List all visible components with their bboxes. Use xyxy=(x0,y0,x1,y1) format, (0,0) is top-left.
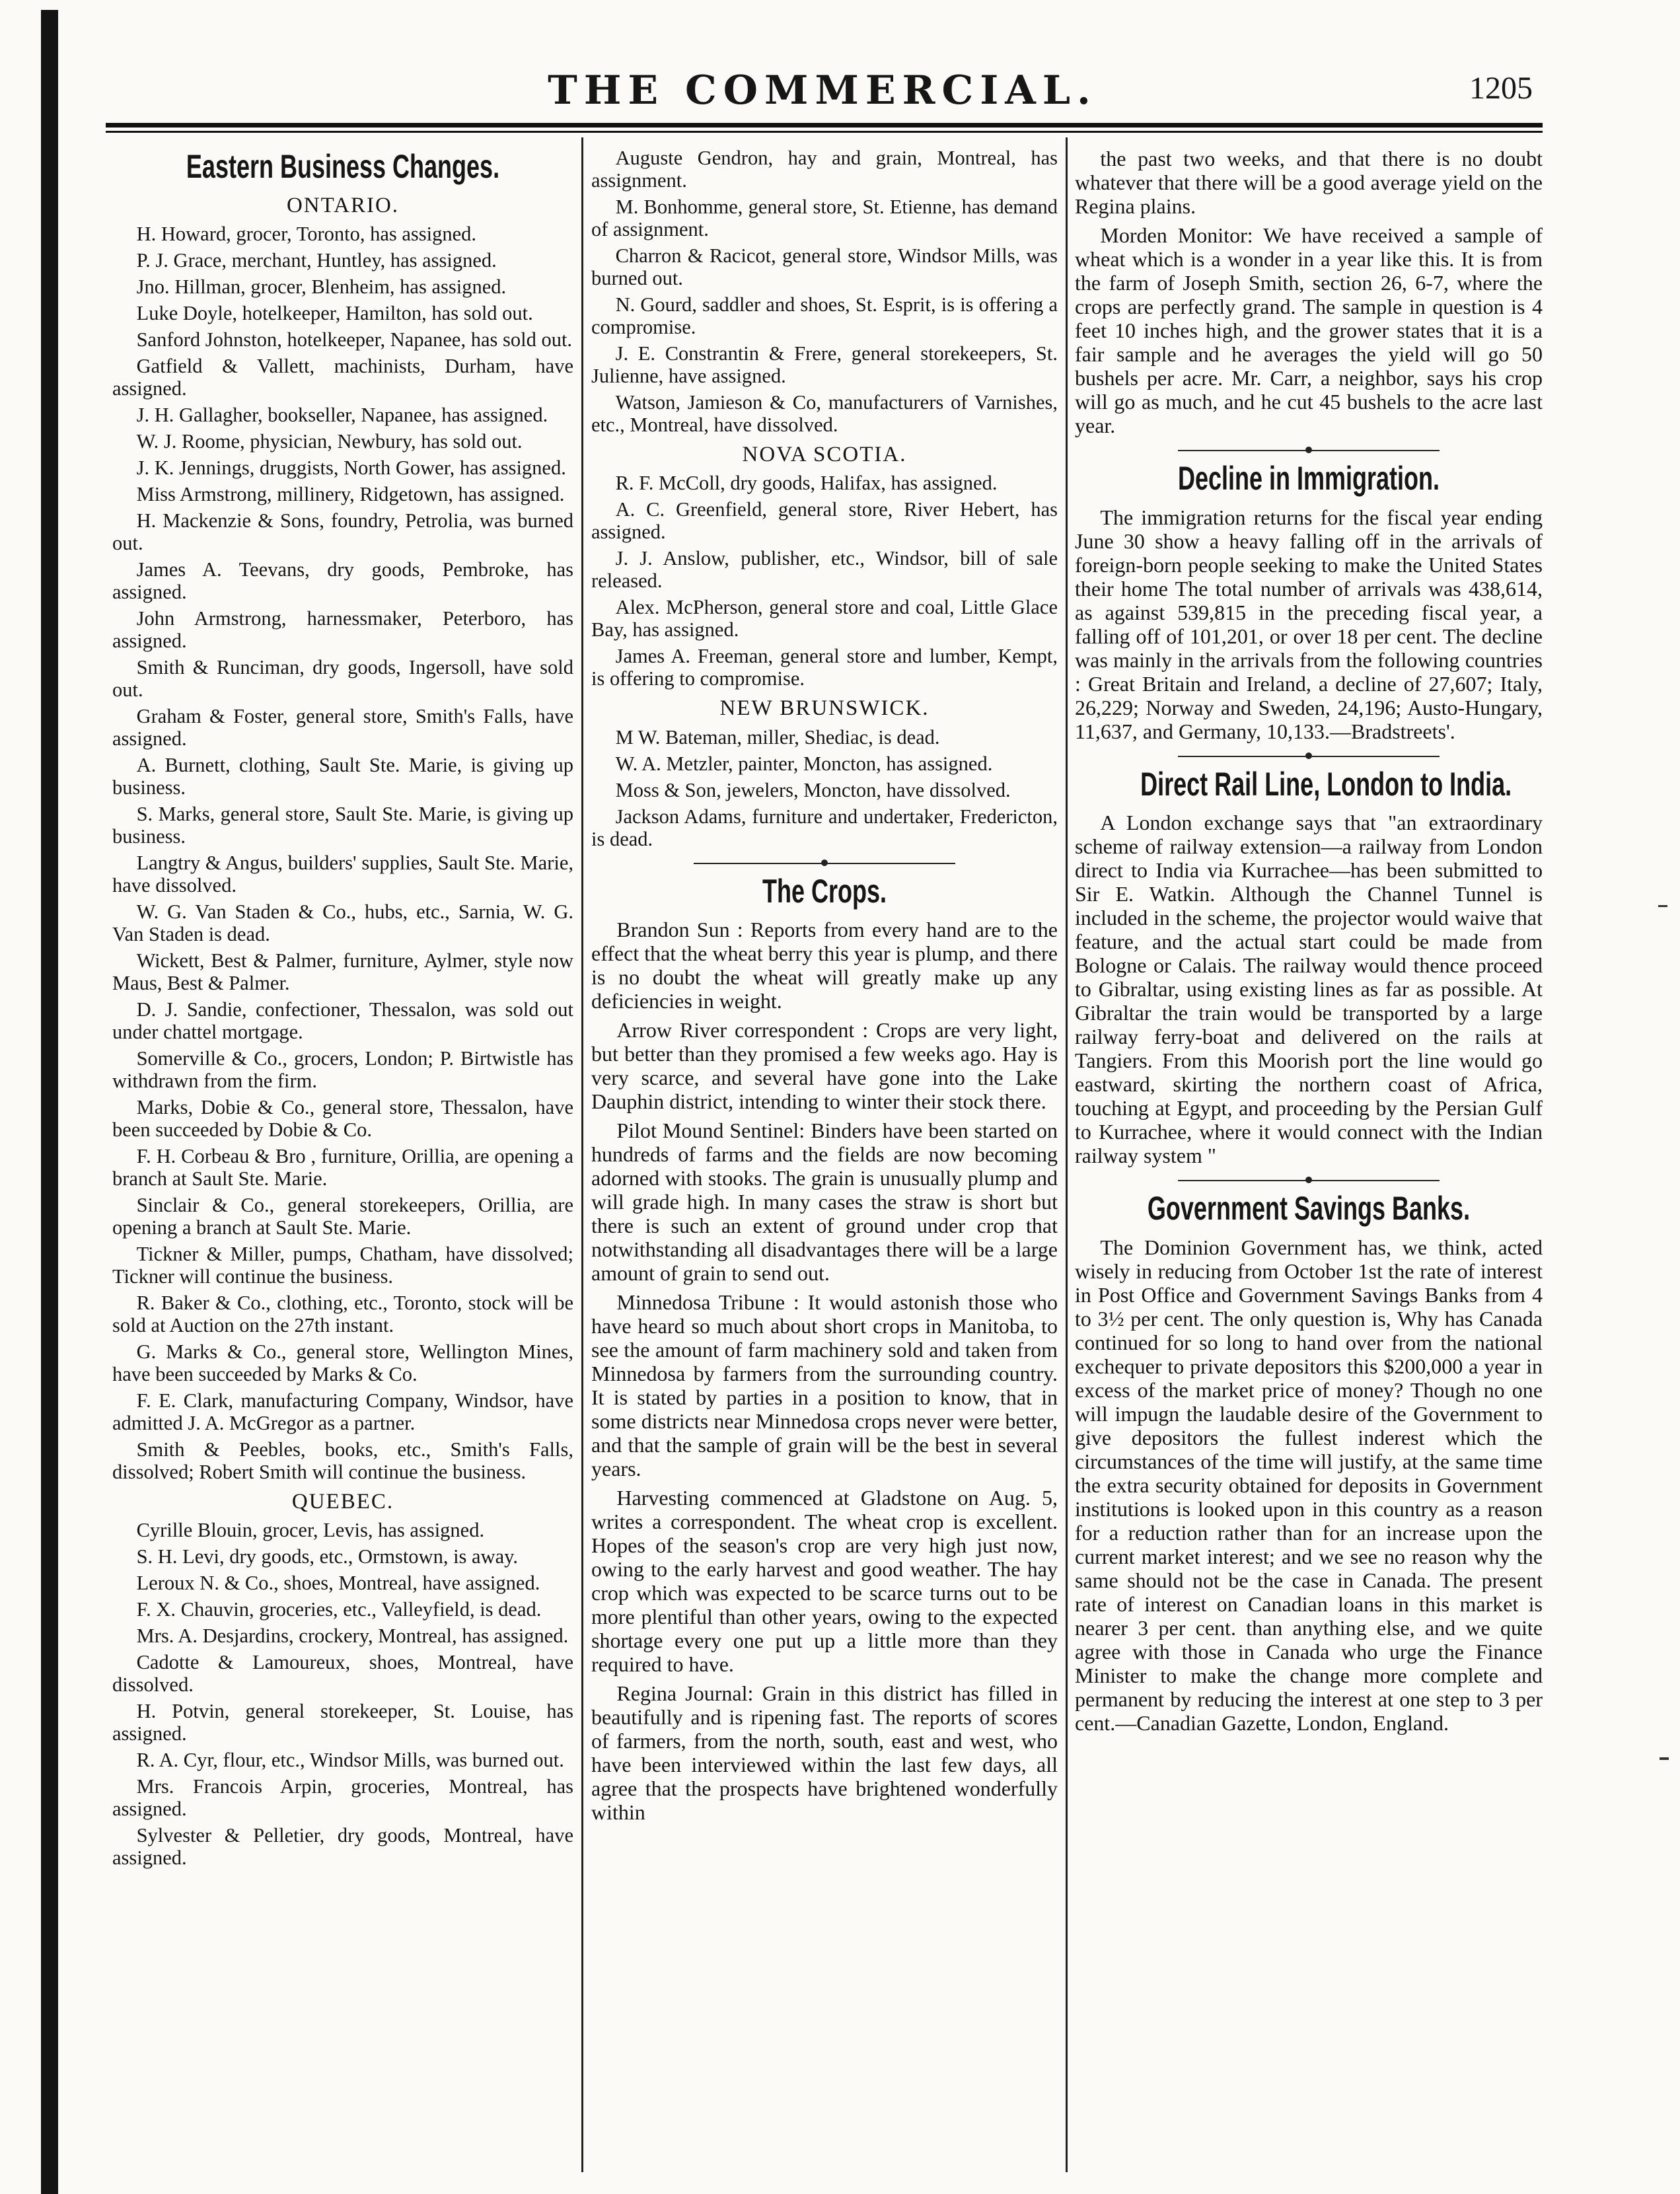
article-separator xyxy=(1075,752,1543,760)
list-item: Mrs. Francois Arpin, groceries, Montreal, has assigned. xyxy=(112,1775,573,1821)
section-heading: QUEBEC. xyxy=(291,1489,394,1514)
list-item: G. Marks & Co., general store, Wellington Mines, have been succeeded by Marks & Co. xyxy=(112,1340,573,1385)
masthead-title: THE COMMERCIAL. xyxy=(548,67,1097,114)
scan-edge-bar xyxy=(41,10,58,2194)
list-item: H. Potvin, general storekeeper, St. Louise, has assigned. xyxy=(112,1700,573,1745)
list-item: J. J. Anslow, publisher, etc., Windsor, bill of sale released. xyxy=(591,547,1058,593)
crops-article-continued xyxy=(1075,147,1543,437)
article-separator xyxy=(1075,1177,1543,1185)
paragraph: Brandon Sun : Reports from every hand are to the effect that the wheat berry this year is plump, and there is no doubt the wheat will greatly make up any deficiencies in weight. xyxy=(591,918,1058,1013)
list-item: Luke Doyle, hotelkeeper, Hamilton, has sold out. xyxy=(136,301,533,324)
list-item: W. J. Roome, physician, Newbury, has sold out. xyxy=(136,429,523,453)
list-item: M W. Bateman, miller, Shediac, is dead. xyxy=(615,725,940,749)
list-item: Cadotte & Lamoureux, shoes, Montreal, have dissolved. xyxy=(112,1651,573,1697)
list-item: Somerville & Co., grocers, London; P. Birtwistle has withdrawn from the firm. xyxy=(112,1046,573,1092)
list-item: Sylvester & Pelletier, dry goods, Montreal, have assigned. xyxy=(112,1824,573,1870)
list-item: F. X. Chauvin, groceries, etc., Valleyfield, is dead. xyxy=(136,1598,542,1621)
list-item: W. G. Van Staden & Co., hubs, etc., Sarnia, W. G. Van Staden is dead. xyxy=(112,900,573,945)
section-heading: NEW BRUNSWICK. xyxy=(719,696,930,721)
list-item: Marks, Dobie & Co., general store, Thessalon, have been succeeded by Dobie & Co. xyxy=(112,1095,573,1141)
business-changes-list xyxy=(112,194,573,1870)
list-item: Sinclair & Co., general storekeepers, Orillia, are opening a branch at Sault Ste. Marie. xyxy=(112,1193,573,1239)
paragraph: A London exchange says that "an extraordinary scheme of railway extension—a railway from London direct to India via Kurrachee—has been submitted to Sir E. Watkin. Although the Channel Tunnel is included in the scheme, the projector would waive that feature, and the actual start could be made from Bologne or Calais. The railway would thence proceed to Gibraltar, using existing lines as far as possible. At Gibraltar the train would be transported by a large railway ferry-boat and delivered on the rails at Tangiers. From this Moorish port the line would go eastward, skirting the northern coast of Africa, touching at Egypt, and proceeding by the Persian Gulf to Kurrachee, where it would connect with the Indian railway system " xyxy=(1075,811,1543,1167)
paragraph: Charron & Racicot, general store, Windsor Mills, was burned out. xyxy=(591,244,1058,289)
paragraph: Arrow River correspondent : Crops are very light, but better than they promised a few weeks ago. Hay is very scarce, and several have gone into the Lake Dauphin district, intending to winter their stock there. xyxy=(591,1018,1058,1114)
paragraph: Morden Monitor: We have received a sample of wheat which is a wonder in a year like this. It is from the farm of Joseph Smith, section 26, 6-7, where the crops are perfectly grand. The sample in question is 4 feet 10 inches high, and the grower states that it is a fair sample and he averages the yield will go 50 bushels per acre. Mr. Carr, a neighbor, says his crop will go as much, and he cut 45 bushels to the acre last year. xyxy=(1075,223,1543,437)
column-3 xyxy=(1075,147,1543,2175)
scan-mark xyxy=(1660,1757,1669,1760)
paragraph: J. E. Constrantin & Frere, general storekeepers, St. Julienne, have assigned. xyxy=(591,342,1058,387)
list-item: Cyrille Blouin, grocer, Levis, has assigned. xyxy=(136,1519,485,1542)
list-item: Jackson Adams, furniture and undertaker, Fredericton, is dead. xyxy=(591,805,1058,850)
list-item: Mrs. A. Desjardins, crockery, Montreal, has assigned. xyxy=(136,1625,569,1648)
column-2 xyxy=(591,147,1058,2175)
list-item: Miss Armstrong, millinery, Ridgetown, has assigned. xyxy=(136,482,565,505)
list-item: W. A. Metzler, painter, Moncton, has assigned. xyxy=(615,752,993,775)
paragraph: Auguste Gendron, hay and grain, Montreal, has assignment. xyxy=(591,147,1058,192)
list-item: James A. Freeman, general store and lumber, Kempt, is offering to compromise. xyxy=(591,645,1058,690)
list-item: R. A. Cyr, flour, etc., Windsor Mills, was burned out. xyxy=(136,1749,564,1772)
section-heading: NOVA SCOTIA. xyxy=(742,443,907,466)
article-separator xyxy=(591,859,1058,867)
masthead-rule-thin xyxy=(106,131,1543,133)
list-item: Moss & Son, jewelers, Moncton, have dissolved. xyxy=(615,778,1011,801)
list-item: R. Baker & Co., clothing, etc., Toronto, stock will be sold at Auction on the 27th instant. xyxy=(112,1291,573,1336)
page-number: 1205 xyxy=(1469,71,1533,106)
business-changes-provinces xyxy=(591,443,1058,850)
scan-mark xyxy=(1658,905,1667,907)
list-item: Jno. Hillman, grocer, Blenheim, has assigned. xyxy=(136,275,507,298)
list-item: A. C. Greenfield, general store, River Hebert, has assigned. xyxy=(591,498,1058,544)
list-item: F. E. Clark, manufacturing Company, Windsor, have admitted J. A. McGregor as a partner. xyxy=(112,1389,573,1434)
list-item: John Armstrong, harnessmaker, Peterboro, has assigned. xyxy=(112,606,573,652)
column-divider xyxy=(581,137,583,2172)
list-item: S. H. Levi, dry goods, etc., Ormstown, is away. xyxy=(136,1545,519,1568)
list-item: H. Mackenzie & Sons, foundry, Petrolia, was burned out. xyxy=(112,509,573,554)
list-item: Langtry & Angus, builders' supplies, Sault Ste. Marie, have dissolved. xyxy=(112,851,573,896)
masthead-rule xyxy=(106,123,1543,128)
section-heading: ONTARIO. xyxy=(286,193,400,217)
list-item: S. Marks, general store, Sault Ste. Marie, is giving up business. xyxy=(112,802,573,848)
list-item: F. H. Corbeau & Bro , furniture, Orillia, are opening a branch at Sault Ste. Marie. xyxy=(112,1144,573,1190)
article-heading: Eastern Business Changes. xyxy=(186,148,500,185)
paragraph: Pilot Mound Sentinel: Binders have been started on hundreds of farms and the fields are now becoming adorned with stooks. The grain is unusually plump and will grade high. In many cases the straw is short but there is such an extent of ground under crop that notwithstanding all disadvantages there will be a large amount of grain to send out. xyxy=(591,1118,1058,1286)
immigration-article xyxy=(1075,505,1543,743)
paragraph: The immigration returns for the fiscal year ending June 30 show a heavy falling off in the arrivals of foreign-born people seeking to make the United States their home The total number of arrivals was 438,614, as against 539,815 in the preceding fiscal year, a falling off of 101,201, or over 18 per cent. The decline was mainly in the arrivals from the following countries : Great Britain and Ireland, a decline of 27,607; Italy, 26,229; Norway and Sweden, 24,196; Austo-Hungary, 11,637, and Germany, 10,133.—Bradstreets'. xyxy=(1075,505,1543,743)
list-item: James A. Teevans, dry goods, Pembroke, has assigned. xyxy=(112,558,573,603)
list-item: Sanford Johnston, hotelkeeper, Napanee, has sold out. xyxy=(136,328,573,351)
business-changes-continued xyxy=(591,147,1058,436)
article-heading: Government Savings Banks. xyxy=(1147,1190,1471,1227)
list-item: Tickner & Miller, pumps, Chatham, have dissolved; Tickner will continue the business. xyxy=(112,1242,573,1288)
paragraph: Watson, Jamieson & Co, manufacturers of Varnishes, etc., Montreal, have dissolved. xyxy=(591,391,1058,436)
list-item: H. Howard, grocer, Toronto, has assigned. xyxy=(136,222,477,245)
paragraph: M. Bonhomme, general store, St. Etienne, has demand of assignment. xyxy=(591,196,1058,240)
list-item: Leroux N. & Co., shoes, Montreal, have assigned. xyxy=(136,1572,540,1595)
list-item: Gatfield & Vallett, machinists, Durham, have assigned. xyxy=(112,354,573,400)
savings-article xyxy=(1075,1235,1543,1735)
list-item: Smith & Runciman, dry goods, Ingersoll, have sold out. xyxy=(112,655,573,701)
list-item: P. J. Grace, merchant, Huntley, has assigned. xyxy=(136,248,497,272)
column-1 xyxy=(112,147,573,2175)
article-heading: Direct Rail Line, London to India. xyxy=(1140,765,1512,803)
paragraph: The Dominion Government has, we think, acted wisely in reducing from October 1st the rate of interest in Post Office and Government Savings Banks from 4 to 3½ per cent. The only question is, Why has Canada continued for so long to hand over from the national exchequer to private depositors this $200,000 a year in excess of the market price of money? Though no one will impugn the laudable desire of the Government to give depositors the fullest inderest which the circumstances of the time will justify, at the same time the extra security obtained for deposits in Government institutions is looked upon in this country as a reason for a reduction rather than for an increase upon the current market interest; and we see no reason why the same should not be the case in Canada. The present rate of interest on Canadian loans in this market is nearer 3 per cent. than anything else, and we quite agree with those in Canada who urge the Finance Minister to make the change more complete and permanent by reducing the interest at one step to 3 per cent.—Canadian Gazette, London, England. xyxy=(1075,1235,1543,1735)
article-heading: The Crops. xyxy=(762,872,887,910)
list-item: A. Burnett, clothing, Sault Ste. Marie, is giving up business. xyxy=(112,753,573,799)
paragraph: the past two weeks, and that there is no doubt whatever that there will be a good average yield on the Regina plains. xyxy=(1075,147,1543,218)
list-item: J. K. Jennings, druggists, North Gower, has assigned. xyxy=(136,456,566,479)
rail-article xyxy=(1075,811,1543,1167)
list-item: R. F. McColl, dry goods, Halifax, has assigned. xyxy=(615,472,998,495)
list-item: Alex. McPherson, general store and coal, Little Glace Bay, has assigned. xyxy=(591,596,1058,641)
list-item: D. J. Sandie, confectioner, Thessalon, was sold out under chattel mortgage. xyxy=(112,998,573,1043)
list-item: Wickett, Best & Palmer, furniture, Aylmer, style now Maus, Best & Palmer. xyxy=(112,949,573,994)
article-separator xyxy=(1075,447,1543,455)
article-heading: Decline in Immigration. xyxy=(1177,460,1440,497)
masthead xyxy=(106,61,1539,127)
paragraph: Harvesting commenced at Gladstone on Aug. 5, writes a correspondent. The wheat crop is excellent. Hopes of the season's crop are very high just now, owing to the early harvest and good weather. The hay crop which was expected to be scarce turns out to be more plentiful than other years, owing to the expected shortage every one put up a little more than they required to have. xyxy=(591,1486,1058,1677)
paragraph: Minnedosa Tribune : It would astonish those who have heard so much about short crops in Manitoba, to see the amount of farm machinery sold and taken from Minnedosa by farmers from the surrounding country. It is stated by parties in a position to know, that in some districts near Minnedosa crops never were better, and that the sample of grain will be the best in several years. xyxy=(591,1290,1058,1481)
list-item: Graham & Foster, general store, Smith's Falls, have assigned. xyxy=(112,704,573,750)
list-item: Smith & Peebles, books, etc., Smith's Falls, dissolved; Robert Smith will continue the business. xyxy=(112,1438,573,1483)
crops-article xyxy=(591,918,1058,1824)
paragraph: Regina Journal: Grain in this district has filled in beautifully and is ripening fast. The reports of scores of farmers, from the north, south, east and west, who have been interviewed within the last few days, all agree that the prospects have brightened wonderfully within xyxy=(591,1681,1058,1825)
paragraph: N. Gourd, saddler and shoes, St. Esprit, is is offering a compromise. xyxy=(591,293,1058,338)
column-divider xyxy=(1066,137,1068,2172)
list-item: J. H. Gallagher, bookseller, Napanee, has assigned. xyxy=(136,403,548,426)
